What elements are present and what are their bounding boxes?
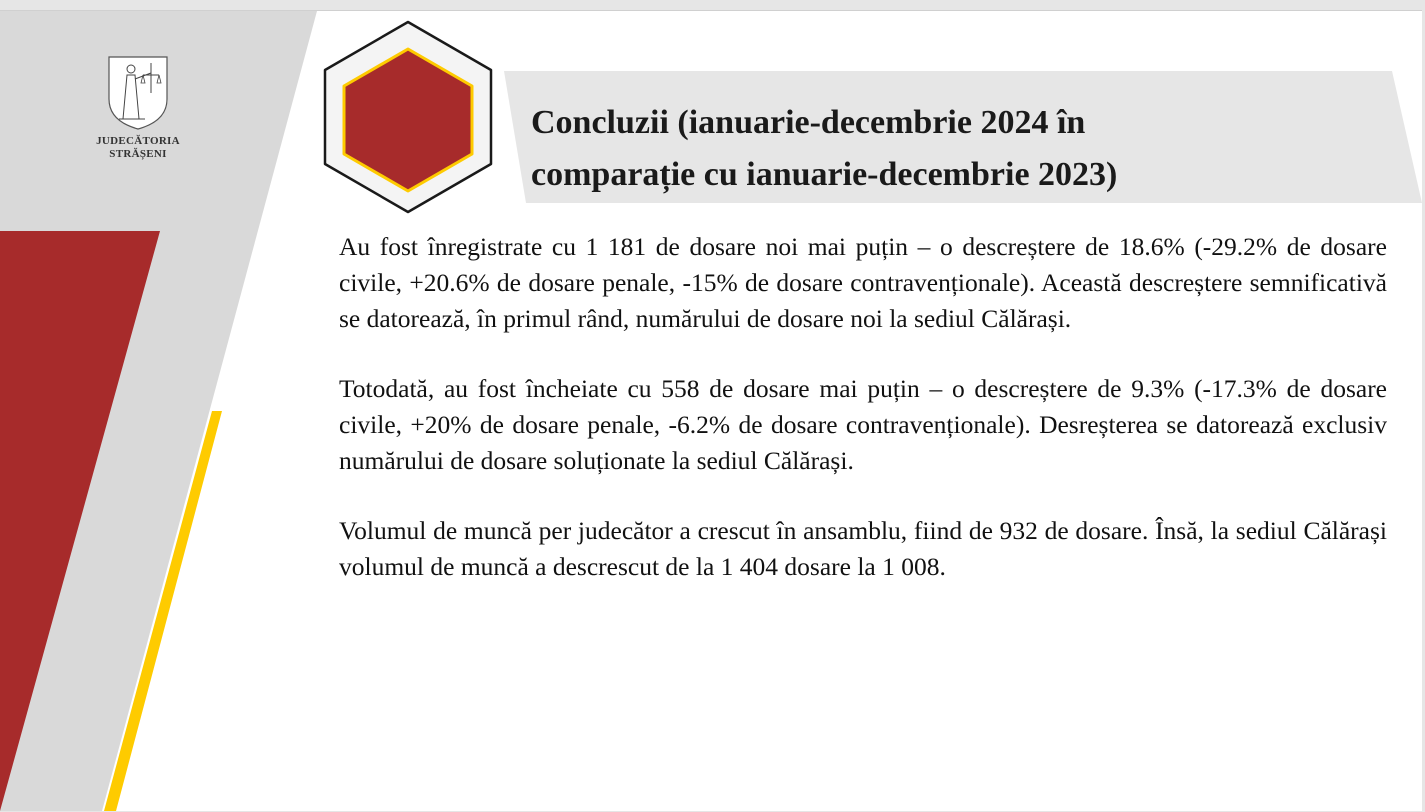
slide-title — [531, 97, 1391, 201]
paragraph-workload: Volumul de muncă per judecător a crescut în ansamblu, fiind de 932 de dosare. Însă, la sediul Călărași volumul de muncă a descrescut de la 1 404 dosare la 1 008. — [339, 516, 1387, 581]
slide-title-line2: comparație cu ianuarie-decembrie 2023) — [531, 156, 1118, 193]
slide — [0, 10, 1422, 811]
court-name — [78, 135, 198, 161]
court-name-line2: STRĂȘENI — [109, 148, 167, 160]
slide-body — [339, 229, 1387, 619]
slide-title-line1: Concluzii (ianuarie-decembrie 2024 în — [531, 104, 1086, 141]
court-logo — [78, 53, 198, 161]
paragraph-registered-cases: Au fost înregistrate cu 1 181 de dosare noi mai puțin – o descreștere de 18.6% (-29.2% de dosare civile, +20.6% de dosare penale, -15% de dosare contravenționale). Această descreștere semnificativă se datorează, în primul rând, numărului de dosare noi la sediul Călărași. — [339, 232, 1387, 333]
justice-statue-icon — [105, 53, 171, 131]
hexagon-badge-icon — [322, 19, 494, 215]
court-name-line1: JUDECĂTORIA — [96, 135, 180, 147]
paragraph-closed-cases: Totodată, au fost încheiate cu 558 de dosare mai puțin – o descreștere de 9.3% (-17.3% de dosare civile, +20% de dosare penale, -6.2% de dosare contravenționale). Desreșterea se datorează exclusiv numărului de dosare soluționate la sediul Călărași. — [339, 374, 1387, 475]
